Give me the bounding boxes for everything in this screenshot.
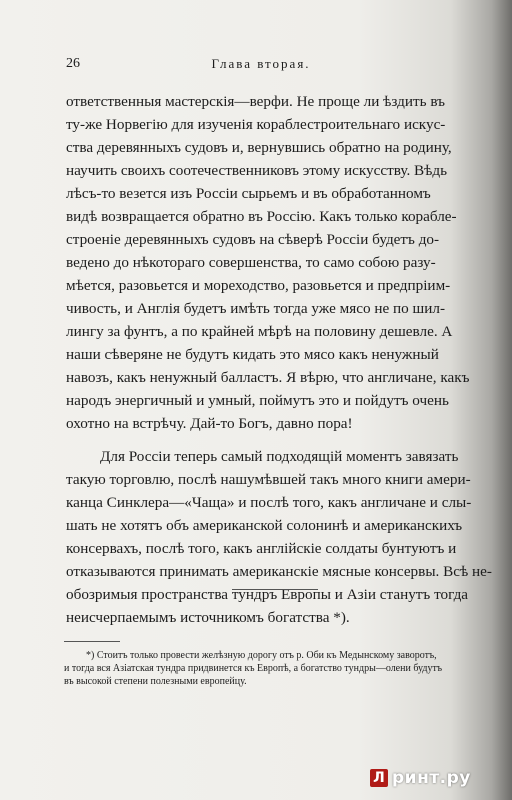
body-text [66,90,496,629]
text-line: видѣ возвращается обратно въ Россію. Какъ только корабле- [66,208,457,225]
footnote-line: *) Стоитъ только провести желѣзную дорогу отъ р. Оби къ Медынскому заворотъ, [86,650,437,661]
paragraph-gap [66,435,496,445]
labirint-logo-icon: Л [370,769,388,787]
text-line: шать не хотятъ объ американской солонинѣ и американскихъ [66,517,463,534]
watermark-text: ринт.ру [392,768,471,788]
footnote-divider [64,641,120,642]
text-line: наши сѣверяне не будутъ кидать это мясо какъ ненужный [66,346,439,363]
text-line: навозъ, какъ ненужный балластъ. Я вѣрю, что англичане, какъ [66,369,470,386]
text-line: такую торговлю, послѣ нашумѣвшей такъ много книги амери- [66,471,471,488]
text-line: консервахъ, послѣ того, какъ англійскіе солдаты бунтуютъ и [66,540,457,557]
page-header [66,56,456,76]
footnote-line: въ высокой степени полезными европейцу. [64,676,247,687]
text-line: отказываются принимать американскіе мясные консервы. Всѣ не- [66,563,492,580]
page-number: 26 [66,56,80,71]
text-line: обозримыя пространства тундръ Европы и Азіи станутъ тогда [66,586,469,603]
text-line: мѣется, разовьется и мореходство, разовьется и предпріим- [66,277,451,294]
text-line: Для Россіи теперь самый подходящій моментъ завязать [100,448,459,465]
text-line: лингу за фунтъ, а по крайней мѣрѣ на половину дешевле. А [66,323,453,340]
text-line: неисчерпаемымъ источникомъ богатства *). [66,609,350,626]
text-line: чивость, и Англія будетъ имѣть тогда уже мясо не по шил- [66,300,446,317]
text-line: ведено до нѣкотораго совершенства, то само собою разу- [66,254,436,271]
footnote [64,649,504,688]
text-line: ту-же Норвегію для изученія кораблестроительнаго искус- [66,116,446,133]
paragraph-1 [66,90,496,435]
text-line: лѣсъ-то везется изъ Россіи сырьемъ и въ обработанномъ [66,185,431,202]
running-head: Глава вторая. [211,56,311,71]
text-line: охотно на встрѣчу. Дай-то Богъ, давно пора! [66,415,353,432]
section-divider [232,589,318,590]
text-line: канца Синклера—«Чаща» и послѣ того, какъ англичане и слы- [66,494,472,511]
text-line: ства деревянныхъ судовъ и, вернувшись обратно на родину, [66,139,452,156]
footnote-line: и тогда вся Азіатская тундра придвинется къ Европѣ, а богатство тундры—олени будутъ [64,663,443,674]
text-line: строеніе деревянныхъ судовъ на сѣверѣ Россіи будетъ до- [66,231,440,248]
labirint-watermark [370,767,471,789]
text-line: ответственныя мастерскія—верфи. Не проще ли ѣздить въ [66,93,445,110]
text-line: народъ энергичный и умный, поймутъ это и пойдутъ очень [66,392,449,409]
text-line: научить своихъ соотечественниковъ этому искусству. Вѣдь [66,162,448,179]
paragraph-2 [66,445,496,629]
